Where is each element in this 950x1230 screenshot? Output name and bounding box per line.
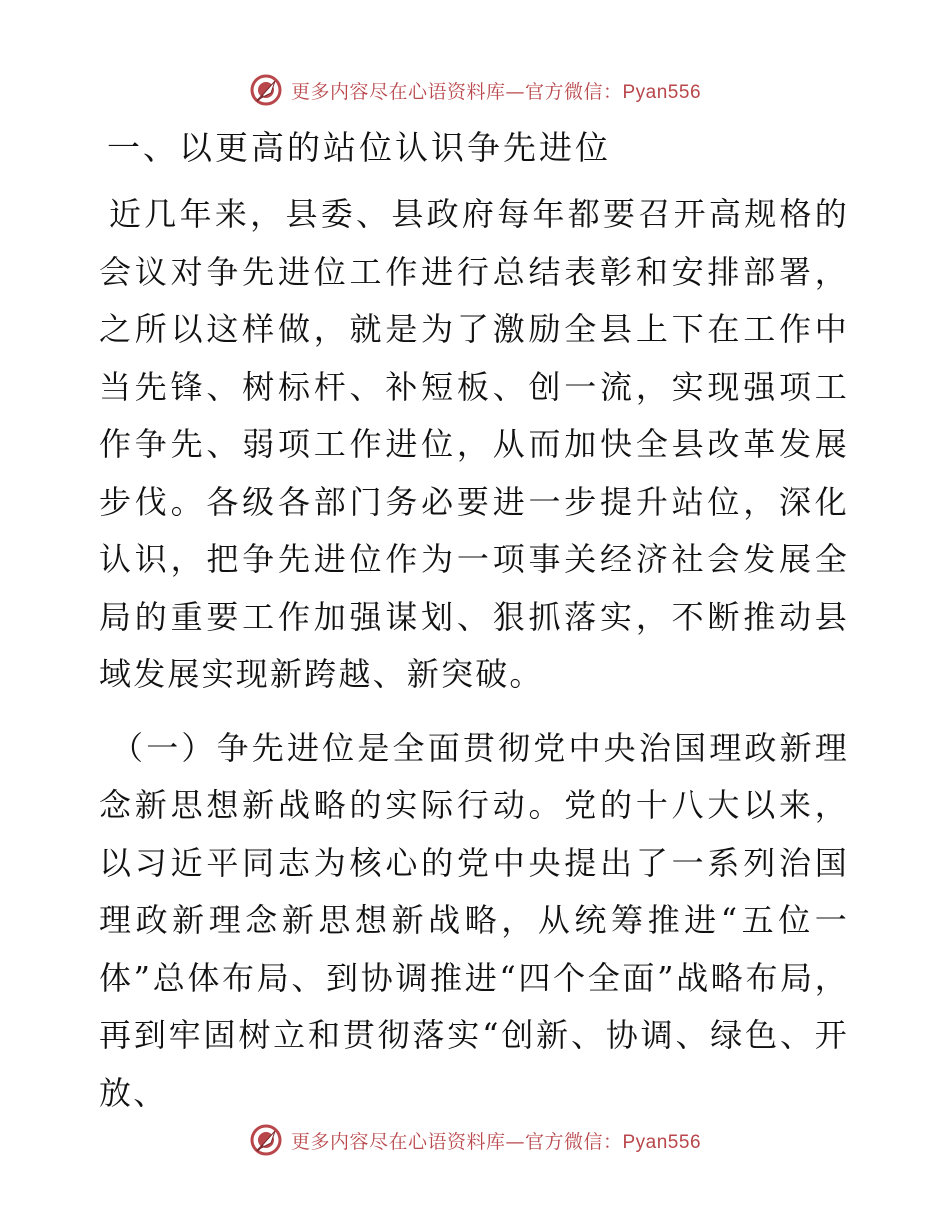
watermark-text	[291, 77, 701, 104]
watermark-wechat-label: 官方微信：	[524, 1130, 623, 1153]
document-body	[99, 120, 849, 1138]
feather-logo-icon	[249, 73, 283, 107]
watermark-wechat-id: Pyan556	[622, 1131, 702, 1153]
feather-logo-icon	[249, 1123, 283, 1157]
watermark-separator: —	[505, 80, 525, 103]
paragraph-2: （一）争先进位是全面贯彻党中央治国理政新理念新思想新战略的实际行动。党的十八大以来，以习近平同志为核心的党中央提出了一系列治国理政新理念新思想新战略，从统筹推进“五位一体”总体布局、到协调推进“四个全面”战略布局，再到牢固树立和贯彻落实“创新、协调、绿色、开放、	[99, 728, 849, 1112]
watermark-wechat-label: 官方微信：	[524, 80, 623, 103]
paragraph-1: 近几年来，县委、县政府每年都要召开高规格的会议对争先进位工作进行总结表彰和安排部署，之所以这样做，就是为了激励全县上下在工作中当先锋、树标杆、补短板、创一流，实现强项工作争先、弱项工作进位，从而加快全县改革发展步伐。各级各部门务必要进一步提升站位，深化认识，把争先进位作为一项事关经济社会发展全局的重要工作加强谋划、狠抓落实，不断推动县域发展实现新跨越、新突破。	[99, 195, 849, 693]
top-watermark-banner	[0, 70, 950, 110]
watermark-text	[291, 1127, 701, 1154]
section-heading: 一、以更高的站位认识争先进位	[107, 128, 611, 167]
watermark-site-text: 更多内容尽在心语资料库	[290, 80, 506, 103]
watermark-separator: —	[505, 1130, 525, 1153]
watermark-wechat-id: Pyan556	[622, 81, 702, 103]
bottom-watermark-banner	[0, 1120, 950, 1160]
watermark-site-text: 更多内容尽在心语资料库	[290, 1130, 506, 1153]
